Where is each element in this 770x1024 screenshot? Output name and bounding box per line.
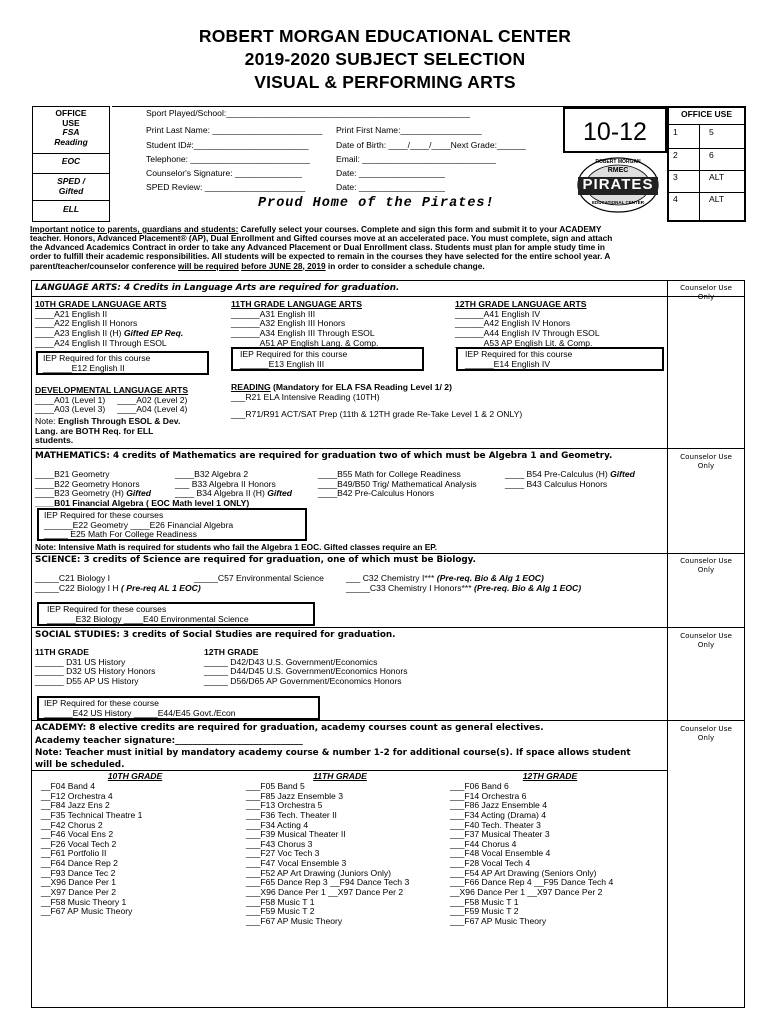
gifted-note: Gifted	[123, 488, 152, 499]
math-col-3	[318, 470, 477, 499]
prereq-note: (Pre-req. Bio & Alg 1 EOC)	[434, 573, 544, 583]
science-col-1	[35, 574, 201, 593]
notice-line-5b: will be required	[178, 260, 239, 271]
la-g12-item[interactable]: ______A42 English IV Honors	[455, 318, 571, 329]
academy-title: ACADEMY: 8 elective credits are required for graduation, academy courses count as general electives.	[35, 723, 544, 733]
science-title: SCIENCE: 3 credits of Science are required for graduation, one of which must be Biology.	[35, 555, 476, 565]
date-field-2[interactable]: Date: __________________	[336, 182, 445, 192]
la-g12-iep-item[interactable]: ______E14 English IV	[465, 358, 551, 369]
academy-item[interactable]: ___F43 Chorus 3	[246, 838, 313, 849]
la-g12-item[interactable]: ______A41 English IV	[455, 308, 541, 319]
academy-g12-header: 12TH GRADE	[522, 771, 578, 781]
notice-line-3: the Advanced Academics Contract in order to take any Advanced Placement or Dual Enrollment class. Students must plan for ample study time in	[30, 242, 605, 253]
la-g11-item[interactable]: ______A51 AP English Lang. & Comp.	[231, 337, 379, 348]
grade-range-box	[563, 107, 667, 153]
la-grade-12	[455, 300, 600, 348]
la-g12-iep-box	[456, 347, 664, 371]
iep-title: IEP Required for these courses	[47, 604, 167, 614]
sped-review-field[interactable]: SPED Review: _____________________	[146, 182, 306, 192]
office-cell-4: 4	[673, 194, 678, 204]
academy-item[interactable]: __F04 Band 4	[41, 781, 95, 791]
notice-lead: Important notice to parents, guardians and students:	[30, 224, 239, 234]
academy-item[interactable]: __X96 Dance Per 1	[41, 877, 117, 888]
academy-item[interactable]: ___F66 Dance Rep 4 __F95 Dance Tech 4	[450, 877, 614, 888]
pirates-logo	[574, 155, 662, 215]
dev-la-item[interactable]: ____A02 (Level 2)	[117, 394, 188, 405]
ell-label: ELL	[62, 204, 80, 214]
social-item[interactable]: _____ D56/D65 AP Government/Economics Honors	[204, 675, 402, 686]
academy-item[interactable]: ___F34 Acting 4	[246, 819, 309, 830]
dev-la-item[interactable]: ____A03 (Level 3)	[35, 404, 106, 415]
eoc-label: EOC	[61, 156, 81, 166]
academy-item[interactable]: ___F28 Vocal Tech 4	[450, 858, 531, 868]
math-item[interactable]: ____ B54 Pre-Calculus (H)	[505, 469, 608, 479]
academy-item[interactable]: __F67 AP Music Theory	[41, 906, 133, 917]
academy-item[interactable]: ___F67 AP Music Theory	[246, 915, 343, 926]
science-item[interactable]: _____C22 Biology I H	[35, 582, 119, 593]
important-notice	[30, 225, 745, 271]
dev-note-bold: English Through ESOL & Dev.	[57, 415, 181, 426]
date-field-1[interactable]: Date: __________________	[336, 168, 445, 178]
first-name-field[interactable]: Print First Name:_________________	[336, 125, 482, 135]
science-iep-item[interactable]: ______E32 Biology ____E40 Environmental Science	[47, 613, 249, 624]
fsa-label: FSA	[62, 127, 80, 138]
academy-item[interactable]: __F84 Jazz Ens 2	[41, 800, 110, 811]
office-cell-6: 6	[709, 150, 714, 160]
academy-item[interactable]: __X97 Dance Per 2	[41, 886, 117, 897]
office-label: OFFICE	[55, 108, 87, 118]
prereq-note: ( Pre-req AL 1 EOC)	[118, 582, 201, 593]
email-field[interactable]: Email: ____________________________	[336, 154, 497, 164]
academy-item[interactable]: ___F52 AP Art Drawing (Juniors Only)	[246, 867, 392, 878]
science-item[interactable]: _____C33 Chemistry I Honors***	[346, 582, 472, 593]
academy-item[interactable]: ___F54 AP Art Drawing (Seniors Only)	[450, 867, 597, 878]
la-grade-10	[35, 300, 183, 348]
academy-item[interactable]: ___F44 Chorus 4	[450, 838, 517, 849]
academy-g10-header: 10TH GRADE	[107, 771, 163, 781]
notice-line-4: order to fulfill their academic responsibilities. All students will be expected to remain in the courses they have selected for the entire school year. A	[30, 251, 611, 262]
counselor-use-la: Counselor Use Only	[680, 283, 732, 302]
academy-item[interactable]: __F93 Dance Tec 2	[41, 867, 116, 878]
academy-item[interactable]: __F46 Vocal Ens 2	[41, 829, 114, 840]
la-g10-item[interactable]: ____A24 English II Through ESOL	[35, 337, 167, 348]
academy-item[interactable]: ___F05 Band 5	[246, 781, 305, 791]
la-g11-item[interactable]: ______A34 English III Through ESOL	[231, 327, 375, 338]
la-g11-item[interactable]: ______A31 English III	[231, 308, 316, 319]
office-cell-5: 5	[709, 127, 714, 137]
logo-bottom-text: EDUCATIONAL CENTER	[591, 200, 645, 205]
office-use-left	[32, 106, 110, 222]
academy-item[interactable]: ___F67 AP Music Theory	[450, 915, 547, 926]
academy-item[interactable]: ___F85 Jazz Ensemble 3	[246, 790, 343, 801]
la-g11-iep-box	[231, 347, 424, 371]
use-label: USE	[62, 117, 80, 128]
student-id-field[interactable]: Student ID#:________________________	[146, 140, 309, 150]
academy-grade-12	[450, 782, 613, 926]
math-item[interactable]: ____B49/B50 Trig/ Mathematical Analysis	[318, 478, 477, 489]
la-g12-item[interactable]: ______A53 AP English Lit. & Comp.	[455, 337, 593, 348]
reading-header-rest: (Mandatory for ELA FSA Reading Level 1/ 2)	[270, 382, 452, 392]
academy-item[interactable]: __F42 Chorus 2	[41, 819, 103, 830]
math-col-2	[175, 470, 292, 499]
academy-item[interactable]: __X96 Dance Per 1 __X97 Dance Per 2	[450, 886, 603, 897]
math-col-4	[505, 470, 635, 489]
social-g12-header: 12TH GRADE	[204, 647, 259, 657]
reading-r21[interactable]: ___R21 ELA Intensive Reading (10TH)	[231, 391, 380, 402]
form-title: 2019-2020 SUBJECT SELECTION	[244, 49, 526, 69]
academy-item[interactable]: ___F39 Musical Theater II	[246, 829, 346, 840]
la-g10-header: 10TH GRADE LANGUAGE ARTS	[35, 299, 167, 309]
office-cell-3: 3	[673, 172, 678, 182]
math-item[interactable]: ____ B43 Calculus Honors	[505, 478, 608, 489]
counselor-signature-field[interactable]: Counselor's Signature: ______________	[146, 168, 302, 178]
academy-item[interactable]: ___F34 Acting (Drama) 4	[450, 809, 547, 820]
social-item[interactable]: ______ D31 US History	[35, 656, 126, 667]
academy-item[interactable]: __F12 Orchestra 4	[41, 790, 113, 801]
office-use-title: OFFICE USE	[680, 109, 732, 119]
math-iep-item[interactable]: _____ E25 Math For College Readiness	[44, 529, 197, 540]
office-cell-alt-2: ALT	[709, 194, 725, 204]
academy-item[interactable]: ___F36 Tech. Theater II	[246, 809, 337, 820]
la-g10-item[interactable]: ____A22 English II Honors	[35, 318, 138, 329]
academy-item[interactable]: ___F86 Jazz Ensemble 4	[450, 800, 547, 811]
school-name: ROBERT MORGAN EDUCATIONAL CENTER	[198, 26, 572, 46]
math-item[interactable]: ____B32 Algebra 2	[175, 469, 249, 479]
grade-range: 10-12	[583, 118, 647, 146]
dev-note-lead: Note:	[35, 415, 58, 426]
dev-la-item[interactable]: ____A01 (Level 1)	[35, 394, 106, 405]
academy-item[interactable]: ___F40 Tech. Theater 3	[450, 819, 541, 830]
la-g11-header: 11TH GRADE LANGUAGE ARTS	[231, 299, 362, 309]
motto: Proud Home of the Pirates!	[258, 196, 495, 211]
math-item[interactable]: ___ B33 Algebra II Honors	[175, 478, 276, 489]
academy-note-2: will be scheduled.	[35, 760, 125, 770]
reading-r71[interactable]: ___R71/R91 ACT/SAT Prep (11th & 12TH grade Re-Take Level 1 & 2 ONLY)	[231, 409, 523, 420]
social-item[interactable]: ______ D32 US History Honors	[35, 666, 156, 677]
science-item[interactable]: _____C21 Biology I	[35, 573, 111, 583]
math-item[interactable]: ____B23 Geometry (H)	[35, 488, 124, 499]
academy-item[interactable]: ___F59 Music T 2	[246, 906, 315, 917]
prereq-note: (Pre-req. Bio & Alg 1 EOC)	[471, 582, 582, 593]
iep-title: IEP Required for these course	[44, 698, 159, 708]
gifted-label: Gifted	[58, 186, 84, 196]
la-g10-iep-item[interactable]: ______E12 English II	[43, 362, 125, 373]
notice-line-1: Carefully select your courses. Complete and sign this form and submit it to your ACADEMY	[238, 224, 602, 234]
science-col-3	[346, 574, 581, 593]
academy-item[interactable]: ___F58 Music T 1	[450, 896, 519, 907]
iep-title: IEP Required for this course	[465, 349, 573, 359]
math-item[interactable]: ____B21 Geometry	[35, 469, 110, 479]
office-use-right	[667, 106, 746, 222]
la-g10-item[interactable]: ____A21 English II	[35, 308, 108, 319]
notice-line-5e: in order to consider a schedule change.	[325, 260, 485, 271]
social-grade-11	[35, 648, 155, 687]
academy-item[interactable]: ___F27 Voc Tech 3	[246, 848, 320, 859]
math-item[interactable]: ____B42 Pre-Calculus Honors	[318, 488, 435, 499]
academy-item[interactable]: __F26 Vocal Tech 2	[41, 838, 117, 849]
last-name-field[interactable]: Print Last Name: _______________________	[146, 125, 323, 135]
la-g10-iep-box	[36, 351, 209, 375]
dev-la-header: DEVELOPMENTAL LANGUAGE ARTS	[35, 385, 189, 395]
academy-item[interactable]: ___F59 Music T 2	[450, 906, 519, 917]
gifted-ep-note: Gifted EP Req.	[121, 327, 184, 338]
notice-line-2: teacher. Honors, Advanced Placement® (AP), Dual Enrollment and Gifted courses move at an accelerated pace. You must complete, sign and attach	[30, 233, 613, 244]
sped-label: SPED /	[57, 176, 85, 186]
social-item[interactable]: ______ D55 AP US History	[35, 675, 139, 686]
academy-grade-10	[41, 782, 142, 917]
academy-teacher-signature[interactable]: Academy teacher signature:_____________________________	[35, 736, 303, 746]
counselor-use-academy: Counselor Use Only	[680, 724, 732, 743]
la-g11-iep-item[interactable]: ______E13 English III	[240, 358, 325, 369]
math-title: MATHEMATICS: 4 credits of Mathematics are required for graduation two of which must be Algebra 1 and Geometry.	[35, 451, 613, 461]
la-g12-header: 12TH GRADE LANGUAGE ARTS	[455, 299, 587, 309]
reading-section	[231, 383, 522, 420]
social-grade-12	[204, 648, 408, 687]
math-item[interactable]: ____B22 Geometry Honors	[35, 478, 140, 489]
academy-grade-11	[246, 782, 409, 926]
la-grade-11	[231, 300, 378, 348]
academy-g11-header: 11TH GRADE	[313, 771, 367, 781]
counselor-use-math: Counselor Use Only	[680, 452, 732, 471]
language-arts-title: LANGUAGE ARTS: 4 Credits in Language Arts are required for graduation.	[35, 283, 400, 293]
academy-item[interactable]: ___F13 Orchestra 5	[246, 800, 323, 811]
telephone-field[interactable]: Telephone: _________________________	[146, 154, 310, 164]
reading-label: Reading	[54, 136, 88, 147]
logo-word: PIRATES	[582, 176, 654, 193]
academy-item[interactable]: __F61 Portfolio II	[41, 848, 107, 859]
logo-top-text: ROBERT MORGAN	[595, 159, 641, 165]
dev-la-item[interactable]: ____A04 (Level 4)	[117, 404, 188, 415]
office-cell-alt-1: ALT	[709, 172, 725, 182]
science-item[interactable]: _____C57 Environmental Science	[194, 573, 324, 583]
logo-mid-text: RMEC	[607, 167, 629, 174]
math-item[interactable]: ____B01 Financial Algebra ( EOC Math level 1 ONLY)	[35, 497, 250, 508]
academy-note-1: Note: Teacher must initial by mandatory academy course & number 1-2 for additional course(s). If space allows student	[35, 748, 631, 758]
office-cell-2: 2	[673, 150, 678, 160]
iep-title: IEP Required for these courses	[44, 510, 164, 520]
social-iep-box	[37, 696, 320, 720]
counselor-use-social: Counselor Use Only	[680, 631, 732, 650]
math-note: Note: Intensive Math is required for students who fail the Algebra 1 EOC. Gifted classes require an EP.	[35, 542, 438, 552]
academy-item[interactable]: ___F06 Band 6	[450, 781, 509, 791]
reading-header: READING	[231, 382, 271, 392]
social-g11-header: 11TH GRADE	[35, 647, 89, 657]
academy-item[interactable]: ___X96 Dance Per 1 __X97 Dance Per 2	[246, 886, 404, 897]
la-g10-item[interactable]: ____A23 English II (H)	[35, 327, 122, 338]
science-col-2	[194, 574, 324, 584]
iep-title: IEP Required for this course	[43, 353, 151, 363]
social-item[interactable]: _____ D44/D45 U.S. Government/Economics Honors	[204, 666, 408, 677]
social-item[interactable]: _____ D42/D43 U.S. Government/Economics	[204, 656, 378, 667]
math-item[interactable]: ____ B34 Algebra II (H)	[175, 488, 265, 499]
sport-field[interactable]: Sport Played/School:___________________________________________________	[146, 108, 471, 118]
notice-line-5a: parent/teacher/counselor conference	[30, 260, 179, 271]
la-g11-item[interactable]: ______A32 English III Honors	[231, 318, 346, 329]
social-studies-title: SOCIAL STUDIES: 3 credits of Social Studies are required for graduation.	[35, 630, 396, 640]
math-item[interactable]: ____B55 Math for College Readiness	[318, 469, 461, 479]
gifted-note: Gifted	[264, 488, 293, 499]
academy-item[interactable]: ___F47 Vocal Ensemble 3	[246, 858, 347, 868]
dev-note-2: Lang. are BOTH Req. for ELL	[35, 425, 154, 436]
dev-note-3: students.	[35, 435, 74, 446]
academy-item[interactable]: ___F37 Musical Theater 3	[450, 829, 550, 840]
academy-item[interactable]: ___F65 Dance Rep 3 __F94 Dance Tech 3	[246, 877, 410, 888]
office-cell-1: 1	[673, 127, 678, 137]
academy-title: VISUAL & PERFORMING ARTS	[254, 72, 516, 92]
academy-item[interactable]: ___F14 Orchestra 6	[450, 790, 527, 801]
social-iep-item[interactable]: ______E42 US History _____E44/E45 Govt./Econ	[44, 707, 236, 718]
academy-item[interactable]: ___F58 Music T 1	[246, 896, 315, 907]
academy-item[interactable]: __F64 Dance Rep 2	[41, 858, 118, 868]
academy-item[interactable]: __F35 Technical Theatre 1	[41, 809, 143, 820]
gifted-note: Gifted	[607, 469, 635, 479]
developmental-la	[35, 386, 188, 446]
academy-item[interactable]: ___F48 Vocal Ensemble 4	[450, 848, 551, 859]
notice-line-5d: before JUNE 28, 2019	[241, 260, 326, 271]
academy-item[interactable]: __F58 Music Theory 1	[41, 896, 127, 907]
counselor-use-science: Counselor Use Only	[680, 556, 732, 575]
iep-title: IEP Required for this course	[240, 349, 348, 359]
la-g12-item[interactable]: ______A44 English IV Through ESOL	[455, 327, 600, 338]
math-iep-item[interactable]: ______E22 Geometry ____E26 Financial Algebra	[44, 519, 234, 530]
math-iep-box	[37, 508, 307, 541]
science-iep-box	[37, 602, 315, 626]
dob-field[interactable]: Date of Birth: ____/____/____Next Grade:______	[336, 140, 526, 150]
science-item[interactable]: ___ C32 Chemistry I***	[346, 573, 435, 583]
